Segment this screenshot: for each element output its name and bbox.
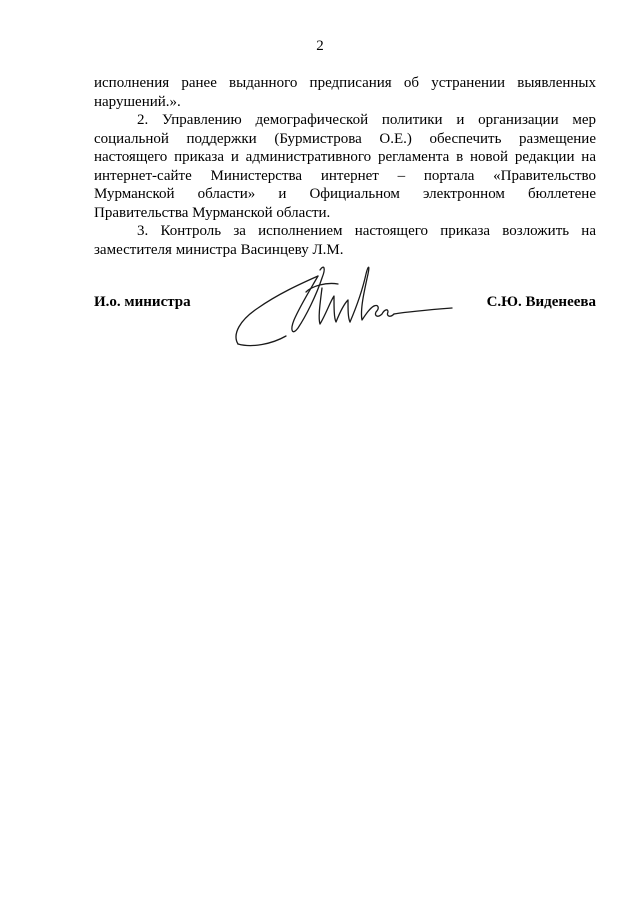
signature-block — [94, 284, 596, 354]
signer-title: И.о. министра — [94, 294, 191, 310]
signer-name: С.Ю. Виденеева — [486, 294, 596, 310]
document-body — [94, 74, 596, 259]
page-number: 2 — [316, 38, 324, 54]
paragraph-continuation: исполнения ранее выданного предписания об устранении выявленных нарушений.». — [94, 75, 596, 110]
handwritten-signature — [230, 248, 460, 353]
paragraph-item-3: 3. Контроль за исполнением настоящего приказа возложить на заместителя министра Васинцеву Л.М. — [94, 223, 596, 258]
paragraph-item-2: 2. Управлению демографической политики и организации мер социальной поддержки (Бурмистрова О.Е.) обеспечить размещение настоящего приказа и административного регламента в новой редакции на интернет-сайте Министерства интернет – портала «Правительство Мурманской области» и Официальном электронном бюллетене Правительства Мурманской области. — [94, 112, 596, 221]
